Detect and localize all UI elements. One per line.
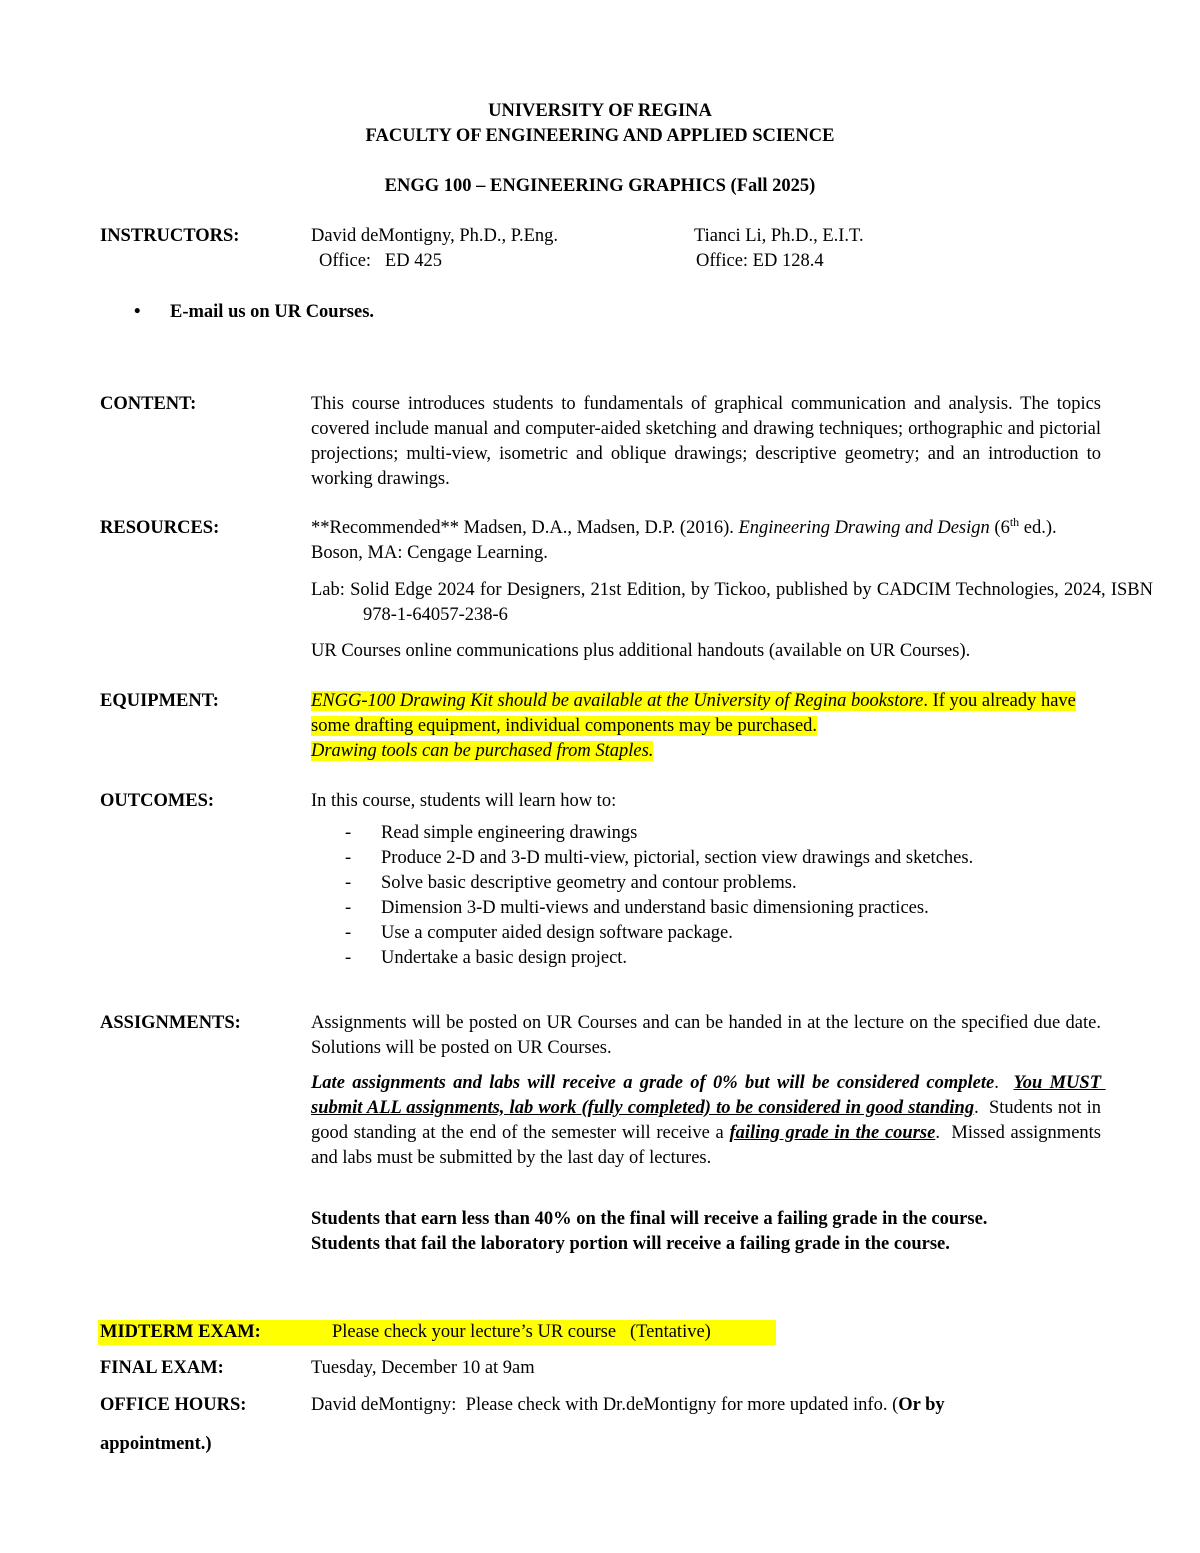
instructor-one-office: Office: ED 425 [319,251,442,271]
office-hours-text: David deMontigny: Please check with Dr.deMontigny for more updated info. ( [311,1395,899,1415]
standing-consequence: . Students not in good standing at the end of the semester will receive a [311,1098,1106,1143]
midterm-value: Please check your lecture’s UR course (Tentative) [332,1322,711,1342]
textbook-authors: **Recommended** Madsen, D.A., Madsen, D.P. (2016). [311,518,739,538]
lab-textbook: Lab: Solid Edge 2024 for Designers, 21st Edition, by Tickoo, published by CADCIM Technologies, 2024, ISBN 978-1-64057-238-6 [311,580,1153,625]
late-assignments-rule: Late assignments and labs will receive a grade of 0% but will be considered complete [311,1073,995,1093]
assignments-posting: Assignments will be posted on UR Courses and can be handed in at the lecture on the specified due date. Solutions will be posted on UR Courses. [311,1013,1101,1058]
staples-note: Drawing tools can be purchased from Staples. [311,741,654,761]
office-hours-label: OFFICE HOURS: [100,1395,247,1415]
outcomes-intro: In this course, students will learn how to: [311,791,617,811]
equipment-label: EQUIPMENT: [100,691,219,711]
email-bullet [134,300,374,325]
university-name: UNIVERSITY OF REGINA [488,101,712,121]
final-exam-value: Tuesday, December 10 at 9am [311,1358,535,1378]
final-exam-warning: Students that earn less than 40% on the final will receive a failing grade in the course. [311,1209,988,1229]
drafting-equipment-note: . If you already have some drafting equipment, individual components may be purchased. [311,691,1076,736]
drawing-kit-note: ENGG-100 Drawing Kit should be available at the University of Regina bookstore [311,691,924,711]
good-standing-rule: You MUST submit ALL assignments, lab work (fully completed) to be considered in good standing [311,1073,1106,1118]
instructor-two-office: Office: ED 128.4 [696,251,824,271]
bullet-icon: • [134,302,141,322]
list-item: - Use a computer aided design software package. [311,921,1101,946]
resources-label: RESOURCES: [100,518,220,538]
list-item: - Dimension 3-D multi-views and understand basic dimensioning practices. [311,896,1101,921]
assignments-label: ASSIGNMENTS: [100,1013,241,1033]
email-note: E-mail us on UR Courses. [170,302,375,322]
textbook-edition: (6 [989,518,1010,538]
appointment-continued: appointment.) [100,1434,212,1454]
content-text: This course introduces students to fundamentals of graphical communication and analysis. The topics covered include manual and computer-aided sketching and drawing techniques; orthographic and pictorial projections; multi-view, isometric and oblique drawings; descriptive geometry; and an introduction to working drawings. [311,394,1101,489]
edition-superscript: th [1009,514,1020,529]
faculty-name: FACULTY OF ENGINEERING AND APPLIED SCIENCE [365,126,835,146]
appointment-text: Or by [898,1395,945,1415]
instructor-one-name: David deMontigny, Ph.D., P.Eng. [311,226,559,246]
instructors-label: INSTRUCTORS: [100,226,240,246]
office-hours-value [311,1393,945,1418]
equipment-text [311,689,1101,764]
content-label: CONTENT: [100,394,197,414]
textbook-publisher: ed.). Boson, MA: Cengage Learning. [311,518,1062,563]
course-title: ENGG 100 – ENGINEERING GRAPHICS (Fall 2025) [384,176,816,196]
textbook-title: Engineering Drawing and Design [738,518,990,538]
list-item: - Solve basic descriptive geometry and contour problems. [311,871,1101,896]
final-exam-label: FINAL EXAM: [100,1358,224,1378]
instructor-two-name: Tianci Li, Ph.D., E.I.T. [694,226,864,246]
online-resources: UR Courses online communications plus additional handouts (available on UR Courses). [311,641,971,661]
outcomes-list [311,821,1101,971]
list-item: - Read simple engineering drawings [311,821,1101,846]
list-item: - Produce 2-D and 3-D multi-view, pictorial, section view drawings and sketches. [311,846,1101,871]
missed-work-rule: . Missed assignments and labs must be submitted by the last day of lectures. [311,1123,1106,1168]
lab-failure-warning: Students that fail the laboratory portion will receive a failing grade in the course. [311,1234,950,1254]
failing-grade-text: failing grade in the course [729,1123,936,1143]
midterm-label: MIDTERM EXAM: [100,1322,261,1342]
late-policy [311,1071,1106,1171]
textbook-reference [311,516,1101,566]
outcomes-label: OUTCOMES: [100,791,215,811]
list-item: - Undertake a basic design project. [311,946,1101,971]
punctuation: . [994,1073,1014,1093]
